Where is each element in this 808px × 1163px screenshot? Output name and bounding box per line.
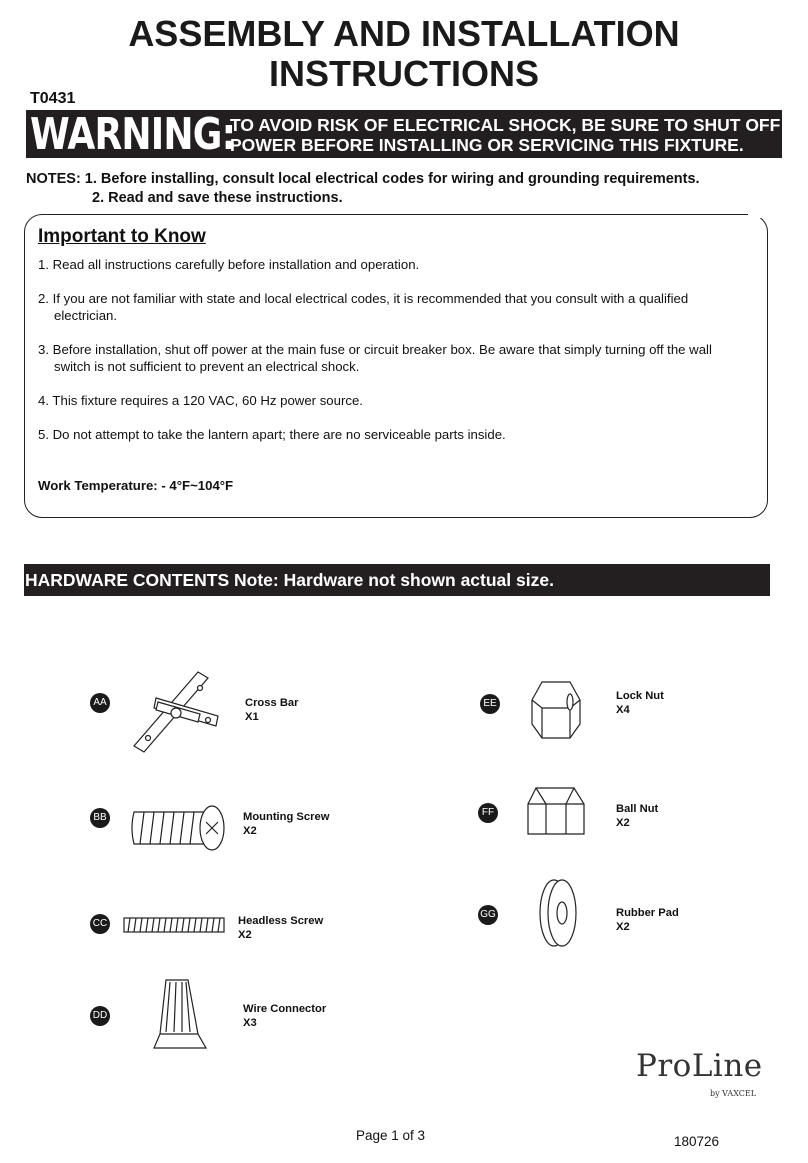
part-qty-cc: X2 [238, 929, 252, 941]
part-badge-dd: DD [90, 1006, 110, 1026]
wire-connector-icon [148, 976, 212, 1056]
part-badge-ee: EE [480, 694, 500, 714]
document-code: 180726 [674, 1134, 720, 1149]
part-badge-cc: CC [90, 914, 110, 934]
important-item-1: 1. Read all instructions carefully before installation and operation. [38, 257, 420, 272]
part-badge-aa: AA [90, 693, 110, 713]
note-1: NOTES: 1. Before installing, consult local electrical codes for wiring and grounding requirements. [26, 171, 700, 187]
mounting-screw-icon [126, 804, 232, 854]
warning-text [230, 115, 782, 155]
part-badge-ff: FF [478, 803, 498, 823]
important-item-3: 3. Before installation, shut off power at the main fuse or circuit breaker box. Be aware that simply turning off the wall switch is not sufficient to prevent an electrical shock. [38, 342, 712, 374]
warning-line-1: TO AVOID RISK OF ELECTRICAL SHOCK, BE SURE TO SHUT OFF [230, 115, 781, 135]
part-qty-dd: X3 [243, 1017, 257, 1029]
important-heading: Important to Know [38, 226, 206, 247]
model-number: T0431 [30, 90, 76, 107]
important-item-4: 4. This fixture requires a 120 VAC, 60 Hz power source. [38, 393, 363, 408]
warning-banner [26, 110, 782, 158]
page-title-line2: INSTRUCTIONS [269, 53, 539, 94]
part-qty-ff: X2 [616, 817, 630, 829]
brand-sub: by VAXCEL [710, 1089, 757, 1098]
part-name-ee: Lock Nut [616, 690, 664, 702]
part-name-ff: Ball Nut [616, 803, 659, 815]
part-name-aa: Cross Bar [245, 697, 299, 709]
important-item-2: 2. If you are not familiar with state and local electrical codes, it is recommended that you consult with a qualified electrician. [38, 291, 689, 323]
rubber-pad-icon [534, 876, 580, 950]
page-number: Page 1 of 3 [356, 1128, 426, 1143]
important-item-5: 5. Do not attempt to take the lantern apart; there are no serviceable parts inside. [38, 427, 506, 442]
ball-nut-icon [524, 780, 588, 844]
lock-nut-icon [526, 678, 584, 742]
part-qty-aa: X1 [245, 711, 259, 723]
page-title: ASSEMBLY AND INSTALLATION [128, 13, 680, 54]
part-qty-ee: X4 [616, 704, 630, 716]
part-qty-bb: X2 [243, 825, 257, 837]
headless-screw-icon [122, 914, 228, 938]
part-badge-bb: BB [90, 808, 110, 828]
part-qty-gg: X2 [616, 921, 630, 933]
brand-logo: ProLine [636, 1048, 763, 1084]
part-name-dd: Wire Connector [243, 1003, 327, 1015]
part-name-bb: Mounting Screw [243, 811, 330, 823]
warning-line-2: POWER BEFORE INSTALLING OR SERVICING THIS FIXTURE. [230, 135, 744, 155]
part-badge-gg: GG [478, 905, 498, 925]
work-temperature: Work Temperature: - 4°F~104°F [38, 478, 234, 493]
warning-label: WARNING: [30, 109, 236, 160]
part-name-cc: Headless Screw [238, 915, 324, 927]
hardware-heading [24, 564, 770, 596]
note-2: 2. Read and save these instructions. [92, 190, 343, 206]
part-name-gg: Rubber Pad [616, 907, 679, 919]
notes [26, 170, 700, 208]
box-corner-gap [748, 210, 762, 218]
hardware-heading-text: HARDWARE CONTENTS Note: Hardware not shown actual size. [25, 570, 554, 590]
cross-bar-icon [126, 668, 232, 760]
important-list [38, 256, 748, 460]
